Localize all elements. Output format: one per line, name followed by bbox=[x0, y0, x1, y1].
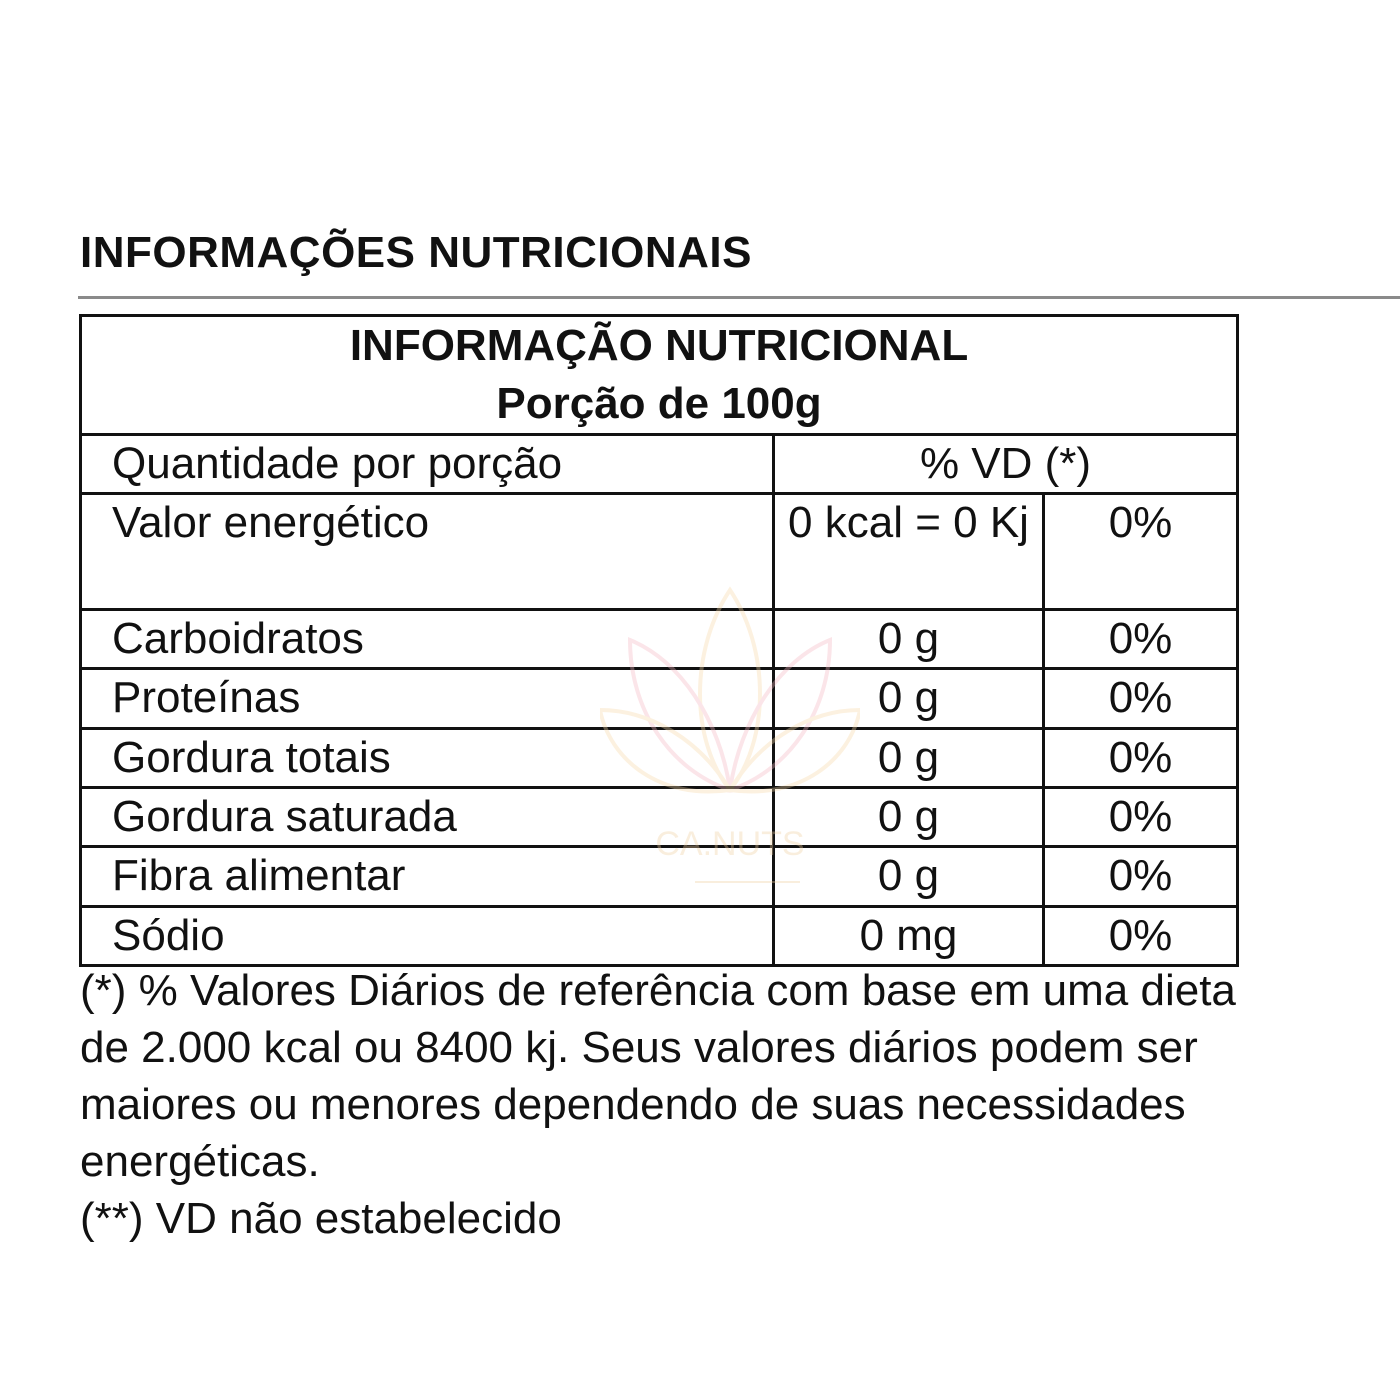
nutrient-dv: 0% bbox=[1044, 847, 1238, 907]
nutrient-name: Fibra alimentar bbox=[81, 847, 774, 907]
header-daily-value: % VD (*) bbox=[774, 435, 1238, 494]
nutrient-name: Carboidratos bbox=[81, 610, 774, 669]
nutrient-dv: 0% bbox=[1044, 494, 1238, 610]
lotus-logo-icon bbox=[600, 570, 860, 900]
nutrient-amount: 0 g bbox=[774, 610, 1044, 669]
nutrient-amount: 0 g bbox=[774, 729, 1044, 788]
table-header-row bbox=[81, 435, 1238, 494]
footnote-line: de 2.000 kcal ou 8400 kj. Seus valores diários podem ser bbox=[80, 1023, 1198, 1072]
nutrient-name: Gordura totais bbox=[81, 729, 774, 788]
table-row bbox=[81, 907, 1238, 966]
nutrient-amount: 0 mg bbox=[774, 907, 1044, 966]
nutrient-amount: 0 g bbox=[774, 847, 1044, 907]
nutrient-name: Sódio bbox=[81, 907, 774, 966]
nutrient-dv: 0% bbox=[1044, 669, 1238, 729]
footnote-line: (**) VD não estabelecido bbox=[80, 1194, 562, 1243]
nutrient-dv: 0% bbox=[1044, 729, 1238, 788]
nutrient-dv: 0% bbox=[1044, 788, 1238, 847]
nutrient-name: Valor energético bbox=[81, 494, 774, 610]
nutrient-amount: 0 kcal = 0 Kj bbox=[774, 494, 1044, 610]
portion-size: Porção de 100g bbox=[496, 379, 822, 428]
table-title-row bbox=[81, 316, 1238, 435]
nutrient-name: Proteínas bbox=[81, 669, 774, 729]
nutrient-amount: 0 g bbox=[774, 788, 1044, 847]
page-heading: INFORMAÇÕES NUTRICIONAIS bbox=[80, 228, 752, 277]
nutrient-name: Gordura saturada bbox=[81, 788, 774, 847]
heading-divider bbox=[78, 296, 1400, 299]
nutrient-dv: 0% bbox=[1044, 610, 1238, 669]
header-quantity: Quantidade por porção bbox=[81, 435, 774, 494]
footnote bbox=[80, 962, 1380, 1247]
footnote-line: energéticas. bbox=[80, 1137, 320, 1186]
footnote-line: maiores ou menores dependendo de suas necessidades bbox=[80, 1080, 1186, 1129]
table-title: INFORMAÇÃO NUTRICIONAL bbox=[349, 321, 969, 370]
watermark-text: CA.NUTS bbox=[655, 825, 805, 863]
nutrient-dv: 0% bbox=[1044, 907, 1238, 966]
watermark bbox=[600, 570, 860, 900]
footnote-line: (*) % Valores Diários de referência com base em uma dieta bbox=[80, 966, 1236, 1015]
nutrient-amount: 0 g bbox=[774, 669, 1044, 729]
table-title-cell bbox=[81, 316, 1238, 435]
